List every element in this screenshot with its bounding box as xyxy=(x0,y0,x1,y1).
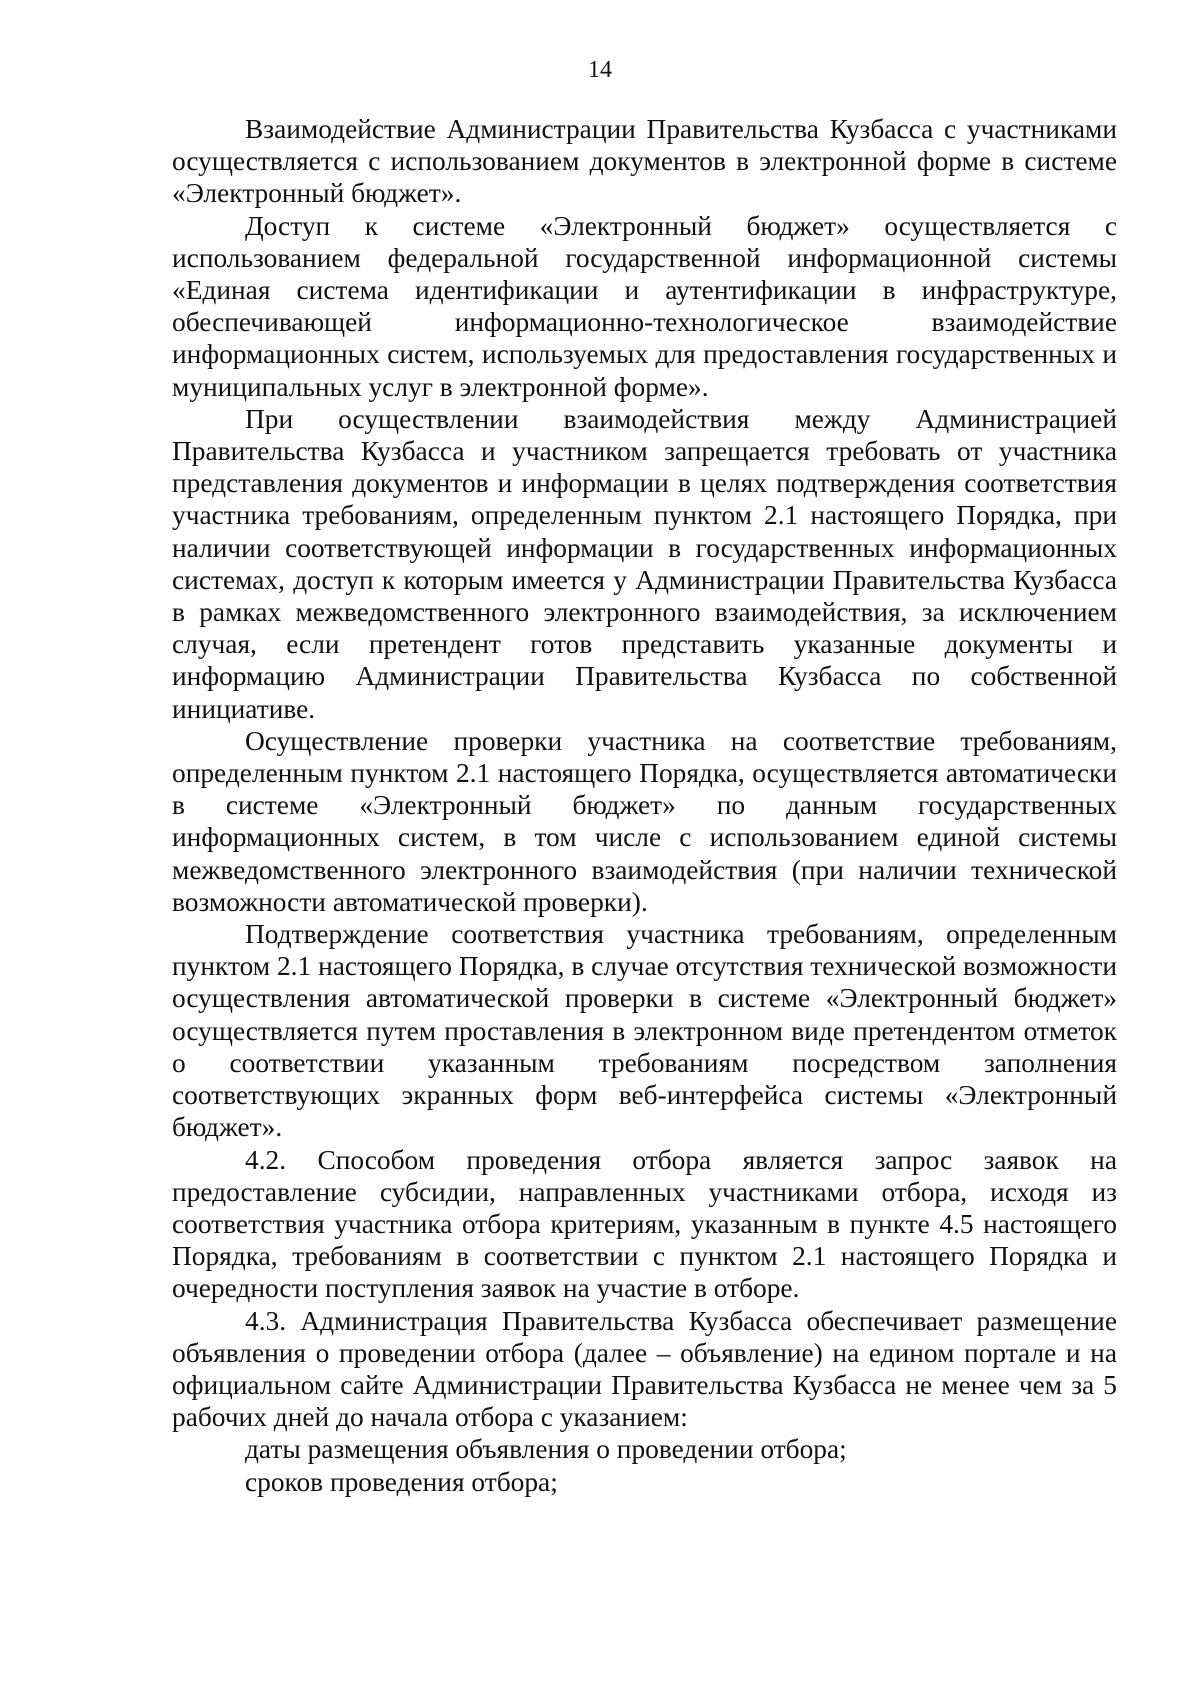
paragraph-manual-confirmation: Подтверждение соответствия участника требованиям, определенным пунктом 2.1 настоящего Порядка, в случае отсутствия технической возможности осуществления автоматической проверки в системе «Электронный бюджет» осуществляется путем проставления в электронном виде претендентом отметок о соответствии указанным требованиям посредством заполнения соответствующих экранных форм веб-интерфейса системы «Электронный бюджет». xyxy=(172,919,1117,1143)
paragraph-document-request-prohibition: При осуществлении взаимодействия между Администрацией Правительства Кузбасса и участником запрещается требовать от участника представления документов и информации в целях подтверждения соответствия участника требованиям, определенным пунктом 2.1 настоящего Порядка, при наличии соответствующей информации в государственных информационных системах, доступ к которым имеется у Администрации Правительства Кузбасса в рамках межведомственного электронного взаимодействия, за исключением случая, если претендент готов представить указанные документы и информацию Администрации Правительства Кузбасса по собственной инициативе. xyxy=(172,403,1117,724)
list-item-selection-period: сроков проведения отбора; xyxy=(245,1466,558,1497)
document-body xyxy=(172,113,1117,1498)
paragraph-4-2-selection-method: 4.2. Способом проведения отбора является запрос заявок на предоставление субсидии, направленных участниками отбора, исходя из соответствия участника отбора критериям, указанным в пункте 4.5 настоящего Порядка, требованиям в соответствии с пунктом 2.1 настоящего Порядка и очередности поступления заявок на участие в отборе. xyxy=(172,1144,1117,1304)
page-number: 14 xyxy=(588,57,612,83)
paragraph-access-esia: Доступ к системе «Электронный бюджет» осуществляется с использованием федеральной государственной информационной системы «Единая система идентификации и аутентификации в инфраструктуре, обеспечивающей информационно-технологическое взаимодействие информационных систем, используемых для предоставления государственных и муниципальных услуг в электронной форме». xyxy=(172,210,1117,402)
paragraph-automatic-check: Осуществление проверки участника на соответствие требованиям, определенным пунктом 2.1 настоящего Порядка, осуществляется автоматически в системе «Электронный бюджет» по данным государственных информационных систем, в том числе с использованием единой системы межведомственного электронного взаимодействия (при наличии технической возможности автоматической проверки). xyxy=(172,725,1117,917)
paragraph-interaction-electronic-form: Взаимодействие Администрации Правительства Кузбасса с участниками осуществляется с использованием документов в электронной форме в системе «Электронный бюджет». xyxy=(172,114,1117,209)
list-item-announcement-date: даты размещения объявления о проведении отбора; xyxy=(245,1434,847,1465)
paragraph-4-3-announcement: 4.3. Администрация Правительства Кузбасса обеспечивает размещение объявления о проведении отбора (далее – объявление) на едином портале и на официальном сайте Администрации Правительства Кузбасса не менее чем за 5 рабочих дней до начала отбора с указанием: xyxy=(172,1305,1117,1433)
